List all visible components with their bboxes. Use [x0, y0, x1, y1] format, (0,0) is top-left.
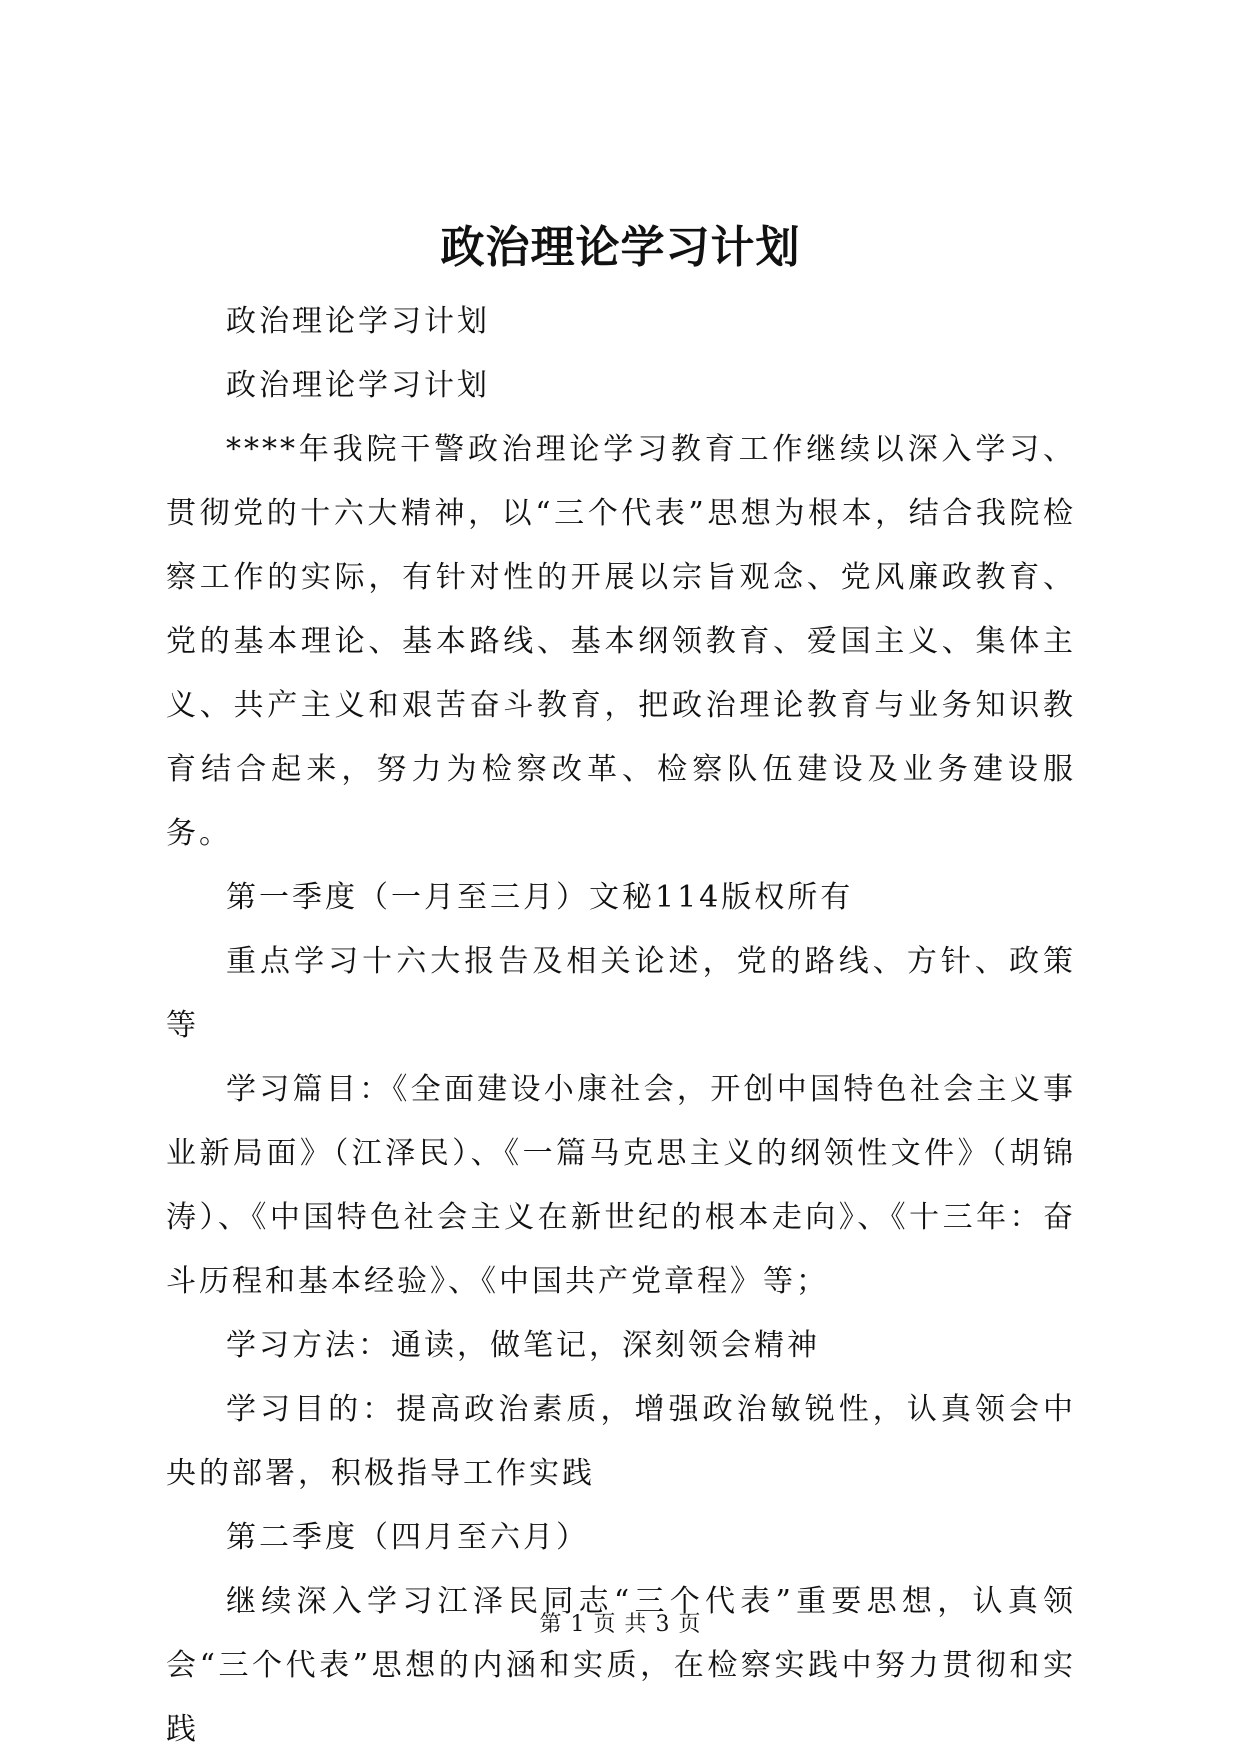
body-paragraph: 学习篇目：《全面建设小康社会，开创中国特色社会主义事业新局面》（江泽民）、《一篇马克思主义的纲领性文件》（胡锦涛）、《中国特色社会主义在新世纪的根本走向》、《十三年：奋斗历程和基本经验》、《中国共产党章程》等； — [166, 1072, 1076, 1299]
body-paragraph: 重点学习十六大报告及相关论述，党的路线、方针、政策等 — [166, 944, 1076, 1043]
body-paragraph: 政治理论学习计划 — [226, 368, 490, 403]
body-paragraph: 学习目的：提高政治素质，增强政治敏锐性，认真领会中央的部署，积极指导工作实践 — [166, 1392, 1076, 1491]
body-paragraph: ****年我院干警政治理论学习教育工作继续以深入学习、贯彻党的十六大精神，以“三个代表”思想为根本，结合我院检察工作的实际，有针对性的开展以宗旨观念、党风廉政教育、党的基本理论、基本路线、基本纲领教育、爱国主义、集体主义、共产主义和艰苦奋斗教育，把政治理论教育与业务知识教育结合起来，努力为检察改革、检察队伍建设及业务建设服务。 — [166, 432, 1076, 851]
body-paragraph: 第一季度（一月至三月）文秘114版权所有 — [226, 880, 854, 915]
page-number: 第 1 页 共 3 页 — [539, 1612, 702, 1637]
body-paragraph: 第二季度（四月至六月） — [226, 1520, 589, 1555]
page-footer — [0, 1610, 1241, 1640]
body-paragraph: 政治理论学习计划 — [226, 304, 490, 339]
document-title: 政治理论学习计划 — [440, 222, 801, 273]
document-body — [166, 290, 1076, 1762]
body-paragraph: 继续深入学习江泽民同志“三个代表”重要思想，认真领会“三个代表”思想的内涵和实质，在检察实践中努力贯彻和实践 — [166, 1584, 1076, 1747]
body-paragraph: 学习方法：通读，做笔记，深刻领会精神 — [226, 1328, 820, 1363]
